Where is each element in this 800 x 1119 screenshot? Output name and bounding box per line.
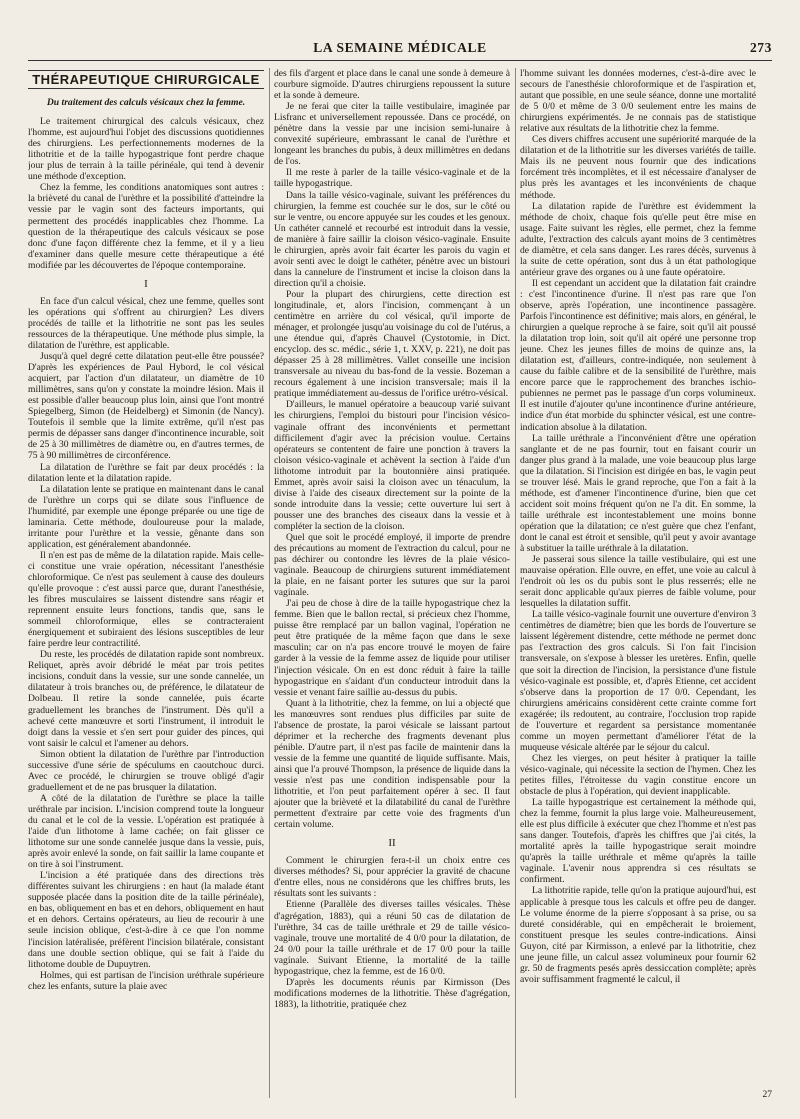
paragraph: En face d'un calcul vésical, chez une femme, quelles sont les opérations qui s'offrent au chirurgien? Les divers procédés de taille et la lithotritie ne sont pas les seules ressources de la thérapeutique. Une méthode plus simple, la dilatation de l'urèthre, est applicable.	[28, 295, 264, 351]
paragraph: Quel que soit le procédé employé, il importe de prendre des précautions au moment de l'extraction du calcul, pour ne pas déchirer ou contondre les lèvres de la plaie vésico-vaginale. Beaucoup de chirurgiens suturent immédiatement la plaie, en ne faisant porter les sutures que sur la paroi vaginale.	[274, 531, 510, 599]
paragraph: Comment le chirurgien fera-t-il un choix entre ces diverses méthodes? Si, pour apprécier la gravité de chacune d'entre elles, nous ne considérons que les chiffres bruts, les résultats sont les suivants :	[274, 855, 510, 900]
paragraph: Dans la taille vésico-vaginale, suivant les préférences du chirurgien, la femme est couchée sur le dos, sur le côté ou sur le ventre, ou encore appuyée sur les coudes et les genoux. Un cathéter cannelé et recourbé est introduit dans la vessie, de manière à faire saillir la cloison vésico-vaginale. Ensuite le chirurgien, après avoir fait écarter les parois du vagin et avoir senti avec le doigt le cathéter, pénètre avec un bistouri dans la cannelure de l'instrument et incise la cloison dans la direction qu'il a choisie.	[274, 189, 510, 289]
header-rule	[28, 60, 772, 61]
paragraph: D'ailleurs, le manuel opératoire a beaucoup varié suivant les chirurgiens, l'emploi du bistouri pour l'incision vésico-vaginale offrant des inconvénients et permettant difficilement d'agir avec la précision voulue. Certains opérateurs se contentent de faire une ponction à travers la cloison vésico-vaginale et achèvent la section à l'aide d'un lithotome introduit par la boutonnière ainsi pratiquée. Emmet, après avoir saisi la cloison avec un ténaculum, la divise à l'aide des ciseaux directement sur la pointe de la sonde introduite dans la vessie; cette ouverture lui sert à pousser une des branches des ciseaux dans la vessie et à compléter la section de la cloison.	[274, 399, 510, 532]
paragraph: D'après les documents réunis par Kirmisson (Des modifications modernes de la lithotritie. Thèse d'agrégation, 1883), la lithotritie, pratiquée chez	[274, 976, 510, 1010]
section-numeral-i: I	[144, 277, 148, 290]
paragraph: J'ai peu de chose à dire de la taille hypogastrique chez la femme. Bien que le ballon rectal, si précieux chez l'homme, puisse être remplacé par un ballon vaginal, l'opération ne peut être pratiquée de la même façon que dans le sexe masculin; car on n'a pas encore trouvé le moyen de faire garder à la vessie de la femme assez de liquide pour utiliser l'injection vésicale. On en est donc réduit à faire la taille hypogastrique en s'aidant d'un conducteur introduit dans la vessie et venant faire saillie au-dessus du pubis.	[274, 598, 510, 698]
column-divider	[515, 68, 516, 1098]
paragraph: La dilatation lente se pratique en maintenant dans le canal de l'urèthre un corps qui se dilate sous l'influence de l'humidité, par exemple une éponge préparée ou une tige de laminaria. Cette méthode, douloureuse pour la malade, irritante pour l'urèthre et la vessie, gênante dans son application, est généralement abandonnée.	[28, 483, 264, 550]
paragraph: La dilatation de l'urèthre se fait par deux procédés : la dilatation lente et la dilatation rapide.	[28, 461, 264, 484]
paragraph: A côté de la dilatation de l'urèthre se place la taille uréthrale par incision. L'incision comprend toute la longueur du canal et le col de la vessie. L'opération est pratiquée à l'aide d'un lithotome à lame cachée; on fait glisser ce lithotome sur une sonde cannelée jusque dans la vessie, puis, après avoir enlevé la sonde, on fait saillir la lame coupante et on tire à soi l'instrument.	[28, 792, 264, 871]
article-subtitle: Du traitement des calculs vésicaux chez la femme.	[46, 97, 246, 109]
paragraph: La taille uréthrale a l'inconvénient d'être une opération sanglante et de ne pas fournir, tout en faisant courir un danger plus grand à la malade, une voie beaucoup plus large que la dilatation. Si l'incision est dirigée en bas, le vagin peut se trouver lésé. Mais le grand reproche, que l'on a fait à la méthode, est d'amener l'incontinence d'urine, bien que cet accident soit moins fréquent qu'on ne l'a dit. En somme, la taille uréthrale est incontestablement une moins bonne opération que la dilatation; ce n'est guère que chez l'enfant, dont le canal est étroit et sensible, qu'il peut y avoir avantage à substituer la taille uréthrale à la dilatation.	[520, 432, 756, 555]
paragraph: Simon obtient la dilatation de l'urèthre par l'introduction successive d'une série de spéculums en caoutchouc durci. Avec ce procédé, le chirurgien se trouve obligé d'agir graduellement et de ne pas brusquer la dilatation.	[28, 748, 264, 793]
paragraph: Il est cependant un accident que la dilatation fait craindre : c'est l'incontinence d'urine. Il n'est pas rare que l'on observe, après l'opération, une incontinence passagère. Parfois l'incontinence est définitive; mais alors, en général, le chirurgien a quelque reproche à se faire, soit qu'il ait poussé la dilatation trop loin, soit qu'il ait opéré une personne trop jeune. Chez les jeunes filles de moins de quinze ans, la dilatation est, d'ailleurs, contre-indiquée, non seulement à cause du faible calibre et de la sensibilité de l'urèthre, mais encore parce que le rapprochement des branches ischio-pubiennes ne permet pas le passage d'un corps volumineux. Il est inutile d'ajouter qu'une incontinence d'urine antérieure, indice d'un état morbide du sphincter vésical, est une contre-indication absolue à la dilatation.	[520, 277, 756, 433]
page-number: 273	[749, 40, 772, 55]
paragraph: Je ne ferai que citer la taille vestibulaire, imaginée par Lisfranc et universellement repoussée. Dans ce procédé, on pénètre dans la vessie par une incision semi-lunaire à convexité supérieure, embrassant le canal de l'urèthre et longeant les branches du pubis, à deux millimètres en dedans de l'os.	[274, 101, 510, 168]
paragraph: Chez la femme, les conditions anatomiques sont autres : la brièveté du canal de l'urèthre et la possibilité d'atteindre la vessie par le vagin sont des facteurs importants, qui permettent des procédés inapplicables chez l'homme. La question de la thérapeutique des calculs vésicaux se pose donc d'une façon différente chez la femme, et il y a lieu d'examiner dans quelle mesure cette thérapeutique a été modifiée par les découvertes de l'époque contemporaine.	[28, 182, 264, 271]
signature-mark: 27	[762, 1090, 772, 1100]
paragraph: Pour la plupart des chirurgiens, cette direction est longitudinale, et, alors l'incision, commençant à un centimètre en arrière du col vésical, qu'il importe de ménager, et prolongée jusqu'au voisinage du col de l'utérus, a une étendue qui, d'après Chauvel (Cystotomie, in Dict. encyclop. des sc. médic., série 1, t. XXV, p. 221), ne doit pas dépasser 25 à 28 millimètres. Vallet conseille une incision transversale au niveau du bas-fond de la vessie. Bozeman a recours également à une incision transversale; mais il la pratique immédiatement au-dessus de l'orifice urétro-vésical.	[274, 288, 510, 400]
page	[28, 40, 772, 1100]
column-1	[28, 68, 264, 1098]
paragraph: Etienne (Parallèle des diverses tailles vésicales. Thèse d'agrégation, 1883), qui a réuni 50 cas de dilatation de l'urèthre, 34 cas de taille uréthrale et 29 de taille vésico-vaginale, trouve une mortalité de 4 0/0 pour la dilatation, de 24 0/0 pour la taille uréthrale et de 17 0/0 pour la taille vaginale. Suivant Etienne, la mortalité de la taille hypogastrique, chez la femme, est de 16 0/0.	[274, 899, 510, 977]
column-3	[520, 68, 756, 1098]
paragraph: Jusqu'à quel degré cette dilatation peut-elle être poussée? D'après les expériences de Paul Hybord, le col vésical acquiert, par l'action d'un dilatateur, un diamètre de 10 millimètres, sans qu'on y constate la moindre lésion. Mais il est possible d'aller beaucoup plus loin, ainsi que l'ont montré Spiegelberg, Simon (de Heidelberg) et Simonin (de Nancy). Toutefois il semble que la limite extrême, qu'il n'est pas permis de dépasser sans danger d'incontinence incurable, soit de 25 à 30 millimètres de diamètre ou, en d'autres termes, de 75 à 90 millimètres de circonférence.	[28, 351, 264, 462]
column-2	[274, 68, 510, 1098]
paragraph: L'incision a été pratiquée dans des directions très différentes suivant les chirurgiens : en haut (la malade étant supposée placée dans la position dite de la taille périnéale), en bas, obliquement en bas et en dehors, obliquement en haut et en dehors. Certains opérateurs, au lieu de recourir à une seule incision oblique, c'est-à-dire à ce que l'on nomme l'incision latéralisée, préfèrent l'incision bilatérale, consistant dans une double section oblique, qui se fait à l'aide du lithotome double de Dupuytren.	[28, 870, 264, 970]
paragraph: La lithotritie rapide, telle qu'on la pratique aujourd'hui, est applicable à presque tous les calculs et offre peu de danger. Le volume énorme de la pierre s'opposant à sa prise, ou sa dureté considérable, qui en empêcherait le broiement, constituent presque les seules contre-indications. Ainsi Guyon, cité par Kirmisson, a enlevé par la lithotritie, chez une jeune fille, un calcul assez volumineux pour fournir 62 gr. 50 de fragments pesés après dessiccation complète; après avoir suffisamment fragmenté le calcul, il	[520, 885, 756, 985]
paragraph: La taille hypogastrique est certainement la méthode qui, chez la femme, fournit la plus large voie. Malheureusement, elle est plus difficile à exécuter que chez l'homme et n'est pas sans danger. Toutefois, d'après les chiffres que j'ai cités, la mortalité après la taille hypogastrique serait moindre qu'après la taille uréthrale et même qu'après la taille vaginale. L'avenir nous apprendra si ces résultats se confirment.	[520, 797, 756, 886]
paragraph: Quant à la lithotritie, chez la femme, on lui a objecté que les manœuvres sont rendues plus difficiles par suite de l'absence de prostate, la paroi vésicale se laissant partout déprimer et la recherche des fragments devenant plus pénible. D'autre part, il n'est pas facile de maintenir dans la vessie de la femme une quantité de liquide suffisante. Mais, ainsi que l'a prouvé Thompson, la présence de liquide dans la vessie n'est pas une condition indispensable pour la lithotritie, et l'on peut parfaitement opérer à sec. Il faut ajouter que la brièveté et la dilatabilité du canal de l'urèthre permettent d'extraire par cette voie des fragments d'un certain volume.	[274, 697, 510, 831]
paragraph: Du reste, les procédés de dilatation rapide sont nombreux. Reliquet, après avoir débridé le méat par trois petites incisions, conduit dans la vessie, sur une sonde cannelée, un dilatateur à trois branches ou, de préférence, le dilatateur de Dolbeau. Il retire la sonde cannelée, puis écarte graduellement les branches de l'instrument. Dès qu'il a achevé cette manœuvre et sorti l'instrument, il introduit le doigt dans la vessie et s'en sert pour guider des pinces, qui vont saisir le calcul et l'amener au dehors.	[28, 649, 264, 749]
paragraph: Le traitement chirurgical des calculs vésicaux, chez l'homme, est aujourd'hui l'objet des discussions quotidiennes des chirurgiens. Les perfectionnements modernes de la lithotritie et de la taille hypogastrique font perdre chaque jour plus de terrain à la taille périnéale, qui tend à devenir une méthode d'exception.	[28, 116, 264, 183]
paragraph: Il n'en est pas de même de la dilatation rapide. Mais celle-ci constitue une vraie opération, nécessitant l'anesthésie chloroformique. Ce n'est pas seulement à cause des douleurs qu'elle provoque : c'est aussi parce que, durant l'anesthésie, les fibres musculaires se laissent distendre sans réagir et reprennent ensuite leurs fonctions, tandis que, sans le sommeil chloroformique, elles se contracteraient énergiquement et subiraient des lésions susceptibles de leur faire perdre leur contractilité.	[28, 549, 264, 650]
journal-title: LA SEMAINE MÉDICALE	[313, 40, 487, 55]
paragraph: Je passerai sous silence la taille vestibulaire, qui est une mauvaise opération. Elle ouvre, en effet, une voie au calcul à l'endroit où les os du pubis sont le plus resserrés; elle ne serait donc applicable qu'aux pierres de faible volume, pour lesquelles la dilatation suffit.	[520, 554, 756, 610]
section-title: THÉRAPEUTIQUE CHIRURGICALE	[28, 70, 264, 89]
paragraph: La dilatation rapide de l'urèthre est évidemment la méthode de choix, chaque fois qu'elle peut être mise en usage. Faite suivant les règles, elle permet, chez la femme adulte, l'extraction des calculs ayant moins de 3 centimètres de diamètre, et cela sans danger. Les rares décès, survenus à la suite de cette opération, sont dus à un état pathologique antérieur grave des organes ou à une faute opératoire.	[520, 200, 756, 278]
paragraph: l'homme suivant les données modernes, c'est-à-dire avec le secours de l'anesthésie chloroformique et de l'aspiration et, autant que possible, en une seule séance, donne une mortalité de 5 0/0 et même de 3 0/0 seulement entre les mains de chirurgiens expérimentés. Je ne connais pas de statistique relative aux résultats de la lithotritie chez la femme.	[520, 68, 756, 135]
paragraph: Chez les vierges, on peut hésiter à pratiquer la taille vésico-vaginale, qui nécessite la section de l'hymen. Chez les petites filles, l'étroitesse du vagin constitue encore un obstacle de plus à l'opération, qui devient inapplicable.	[520, 752, 756, 798]
paragraph: Holmes, qui est partisan de l'incision uréthrale supérieure chez les enfants, suture la plaie avec	[28, 969, 264, 992]
paragraph: des fils d'argent et place dans le canal une sonde à demeure à courbure sigmoïde. D'autres chirurgiens repoussent la suture et la sonde à demeure.	[274, 68, 510, 102]
paragraph: Ces divers chiffres accusent une supériorité marquée de la dilatation et de la lithotritie sur les diverses variétés de taille. Mais ils ne peuvent nous fournir que des indications forcément très incomplètes, et il est nécessaire d'analyser de plus près les avantages et les inconvénients de chaque méthode.	[520, 134, 756, 201]
column-divider	[269, 68, 270, 1098]
section-numeral-ii: II	[388, 837, 396, 850]
paragraph: La taille vésico-vaginale fournit une ouverture d'environ 3 centimètres de diamètre; bien que les bords de l'ouverture se laissent légèrement distendre, cette méthode ne permet donc pas l'extraction des gros calculs. Si l'on fait l'incision transversale, on s'expose à blesser les uretères. Enfin, quelle que soit la direction de l'incision, la persistance d'une fistule vésico-vaginale est possible, et, d'après Etienne, cet accident s'observe dans la proportion de 17 0/0. Cependant, les chirurgiens américains considèrent cette crainte comme fort exagérée; ils redoutent, au contraire, l'occlusion trop rapide de l'ouverture et regardent sa persistance momentanée comme un moyen permettant d'améliorer l'état de la muqueuse vésicale altérée par le séjour du calcul.	[520, 609, 756, 753]
paragraph: Il me reste à parler de la taille vésico-vaginale et de la taille hypogastrique.	[274, 167, 510, 190]
running-head	[28, 40, 772, 62]
